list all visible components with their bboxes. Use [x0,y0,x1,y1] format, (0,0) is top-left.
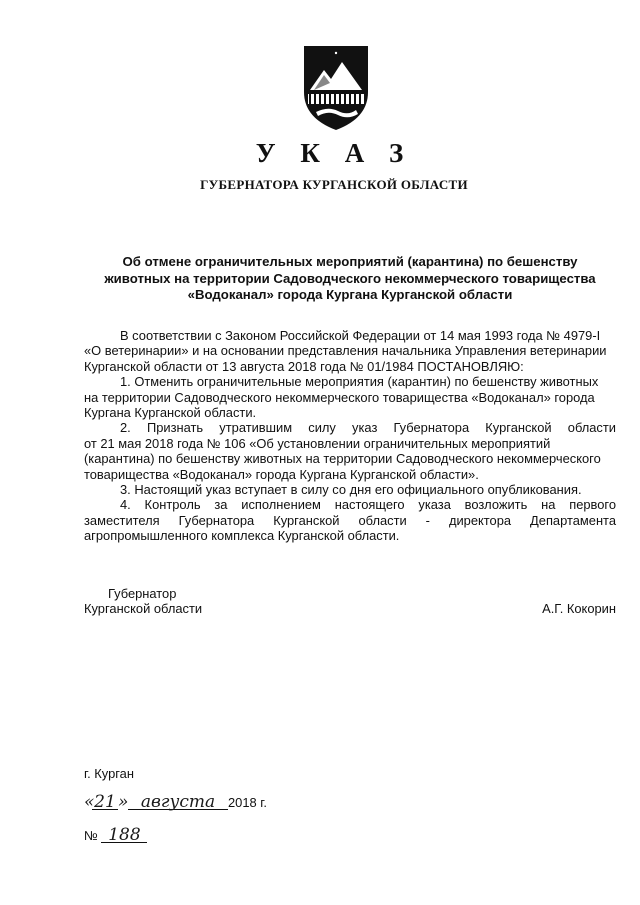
date-of-issue [84,792,267,812]
body-line: «О ветеринарии» и на основании представления начальника Управления ветеринарии [84,343,607,359]
body-line: агропромышленного комплекса Курганской области. [84,528,400,544]
date-open-quote: « [84,792,95,812]
body-line: В соответствии с Законом Российской Федерации от 14 мая 1993 года № 4979-I [120,328,601,343]
decree-title: У К А З [255,138,413,168]
body-line: Курганской области от 13 августа 2018 года № 01/1984 ПОСТАНОВЛЯЮ: [84,358,524,374]
heading-line: Об отмене ограничительных мероприятий (карантина) по бешенству [122,254,578,269]
heading-line: животных на территории Садоводческого некоммерческого товарищества [104,270,596,286]
date-month: августа [128,795,228,810]
signatory-position: Губернатор [108,586,177,601]
decree-body [84,328,616,543]
decree-heading [84,254,616,304]
body-line: 2. Признать утратившим силу указ Губернатора Курганской области [120,420,616,436]
signatory-name: А.Г. Кокорин [542,601,616,616]
body-line: 4. Контроль за исполнением настоящего указа возложить на первого [120,497,616,513]
body-line: товарищества «Водоканал» города Кургана Курганской области». [84,466,479,482]
body-line: на территории Садоводческого некоммерческого товарищества «Водоканал» города [84,389,595,405]
date-year: 2018 г. [228,795,267,810]
number-value: 188 [101,828,147,843]
decree-number [84,825,147,845]
heading-line: «Водоканал» города Кургана Курганской области [187,287,513,302]
body-line: 3. Настоящий указ вступает в силу со дня его официального опубликования. [120,481,582,497]
signatory-title [84,586,202,617]
place-of-issue: г. Курган [84,766,134,781]
body-line: (карантина) по бешенству животных на территории Садоводческого некоммерческого [84,451,601,467]
body-line: от 21 мая 2018 года № 106 «Об установлении ограничительных мероприятий [84,435,551,451]
signatory-region: Курганской области [84,601,203,617]
number-label: № [84,828,98,843]
body-line: заместителя Губернатора Курганской области - директора Департамента [84,512,616,528]
body-line: 1. Отменить ограничительные мероприятия (карантин) по бешенству животных [120,374,599,390]
decree-subtitle: ГУБЕРНАТОРА КУРГАНСКОЙ ОБЛАСТИ [200,177,468,192]
date-close-quote: » [118,792,129,812]
coat-of-arms-emblem [300,44,372,132]
body-line: Кургана Курганской области. [84,404,257,420]
date-day: 21 [92,795,118,810]
